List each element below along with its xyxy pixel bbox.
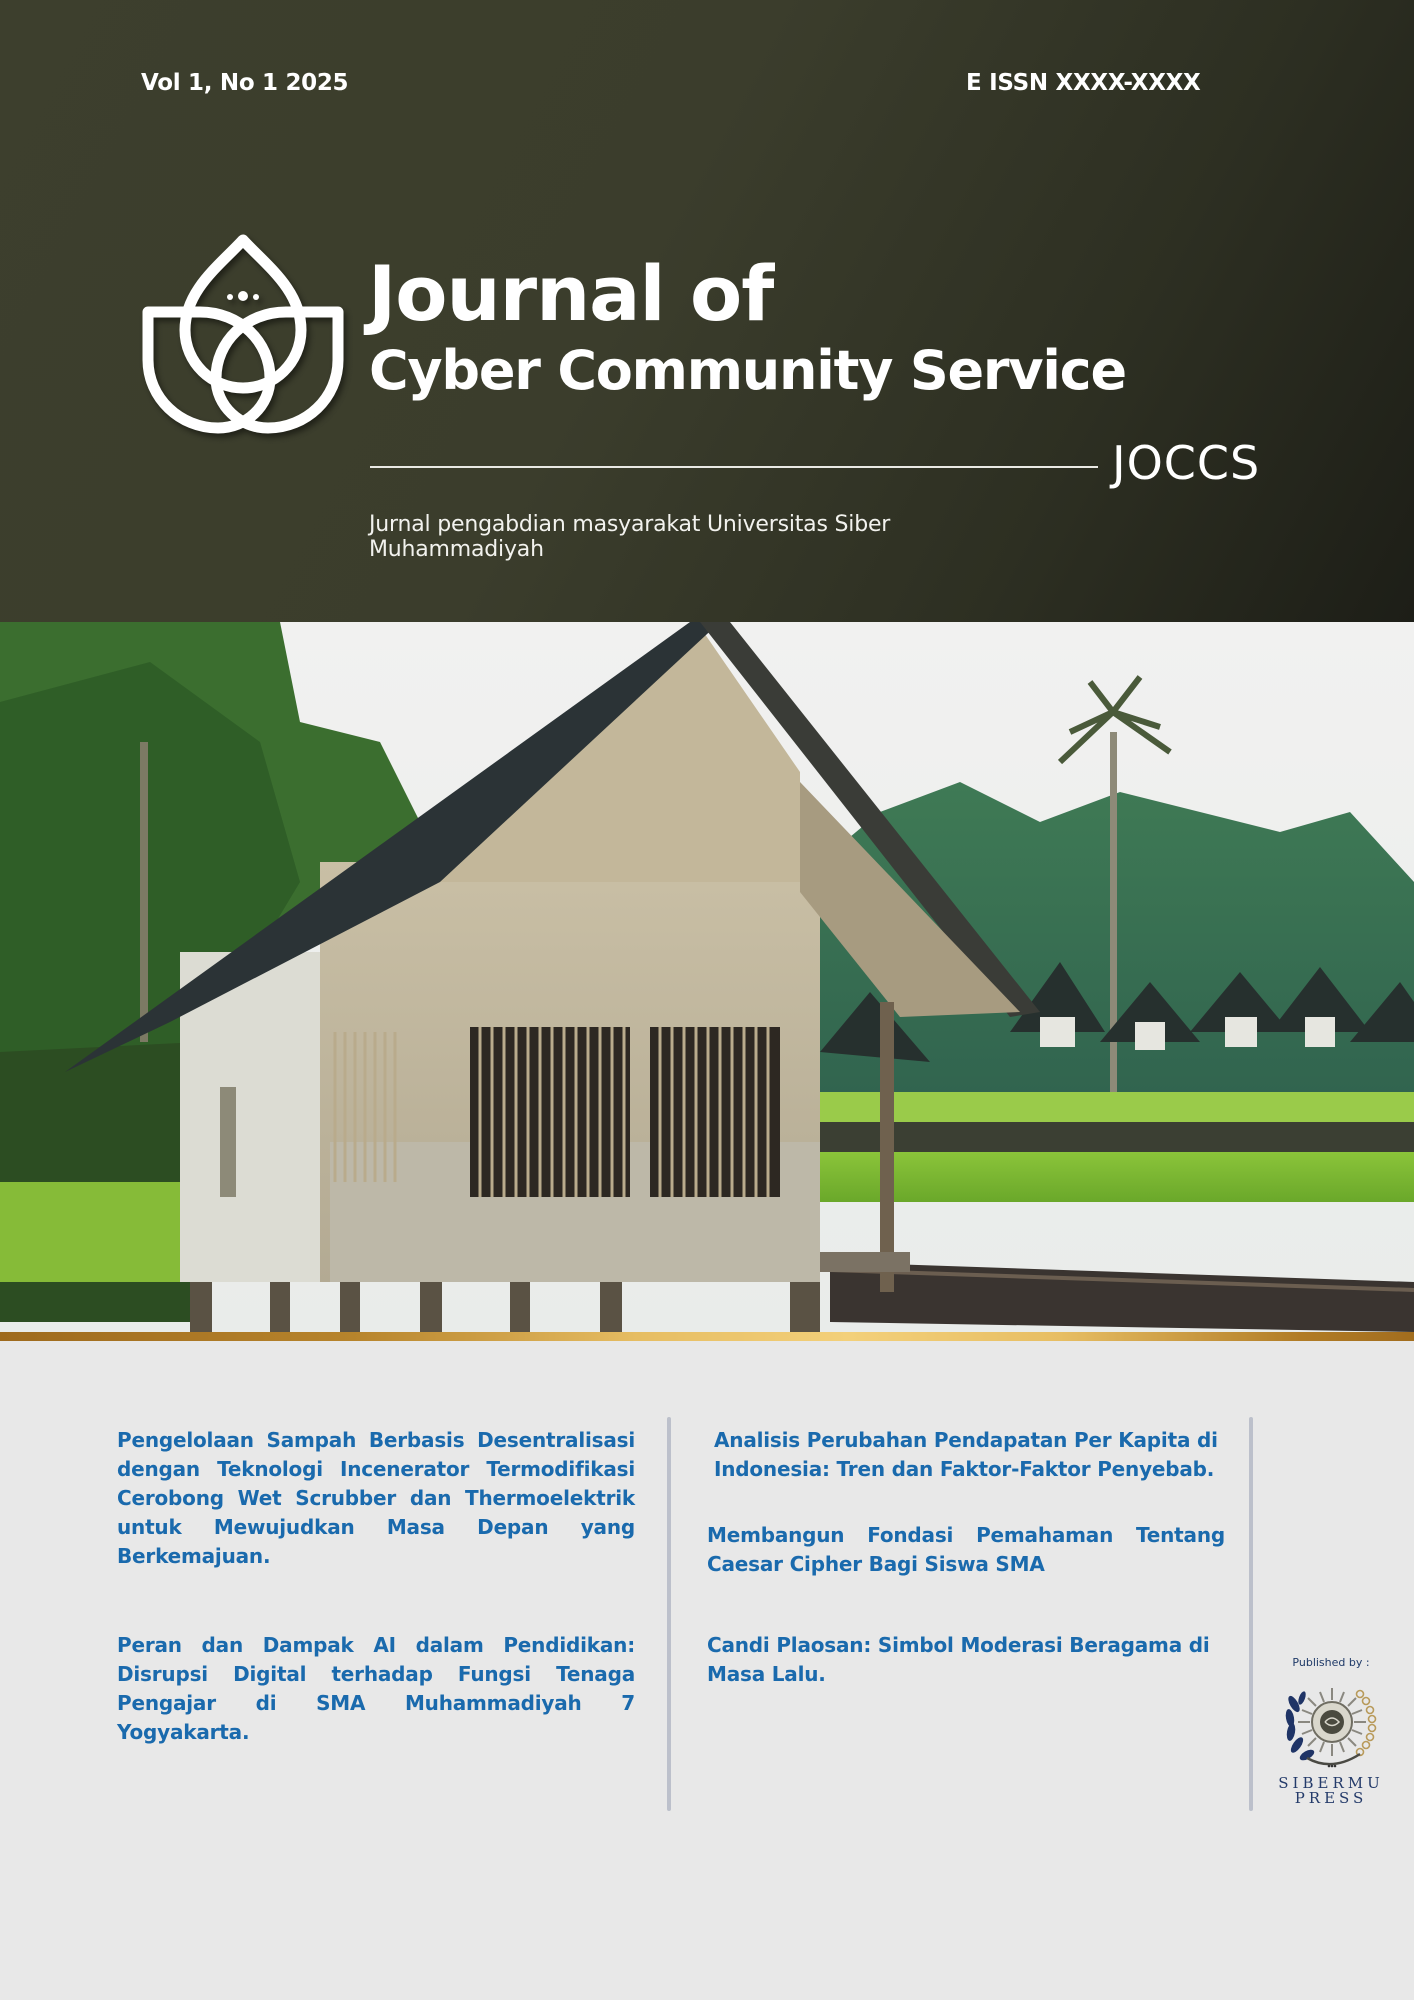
gold-accent-band: [0, 1332, 1414, 1341]
article-title: Pengelolaan Sampah Berbasis Desentralisasi dengan Teknologi Incenerator Termodifikasi Cerobong Wet Scrubber dan Thermoelektrik untuk Mewujudkan Masa Depan yang Berkemajuan.: [117, 1428, 635, 1568]
publisher-name-line2: PRESS: [1294, 1789, 1368, 1807]
journal-title-line1: Journal of: [368, 249, 774, 338]
volume-label: Vol 1, No 1 2025: [141, 70, 349, 96]
column-divider: [1249, 1417, 1253, 1811]
article-title: Membangun Fondasi Pemahaman Tentang Caesar Cipher Bagi Siswa SMA: [707, 1523, 1225, 1576]
article-title: Candi Plaosan: Simbol Moderasi Beragama di Masa Lalu.: [707, 1633, 1210, 1686]
cover-header: [0, 0, 1414, 622]
journal-acronym: JOCCS: [1112, 436, 1261, 490]
issn-label: E ISSN XXXX-XXXX: [966, 70, 1201, 96]
lotus-drop-icon: [140, 230, 350, 435]
publisher-label: Published by :: [1292, 1656, 1370, 1669]
column-divider: [667, 1417, 671, 1811]
publisher-name: [1270, 1776, 1392, 1806]
article-title: Peran dan Dampak AI dalam Pendidikan: Disrupsi Digital terhadap Fungsi Tenaga Pengajar di SMA Muhammadiyah 7 Yogyakarta.: [117, 1633, 635, 1744]
article-title: Analisis Perubahan Pendapatan Per Kapita di Indonesia: Tren dan Faktor-Faktor Penyebab.: [714, 1428, 1218, 1481]
cover-photo: [0, 622, 1414, 1332]
title-rule-divider: [370, 466, 1098, 468]
journal-title-line2: Cyber Community Service: [369, 339, 1126, 402]
publisher-block: [1270, 1652, 1392, 1812]
journal-subtitle: Jurnal pengabdian masyarakat Universitas Siber Muhammadiyah: [369, 512, 891, 562]
muhammadiyah-sun-emblem-icon: [1280, 1674, 1384, 1774]
publisher-name-line1: SIBERMU: [1278, 1774, 1384, 1792]
